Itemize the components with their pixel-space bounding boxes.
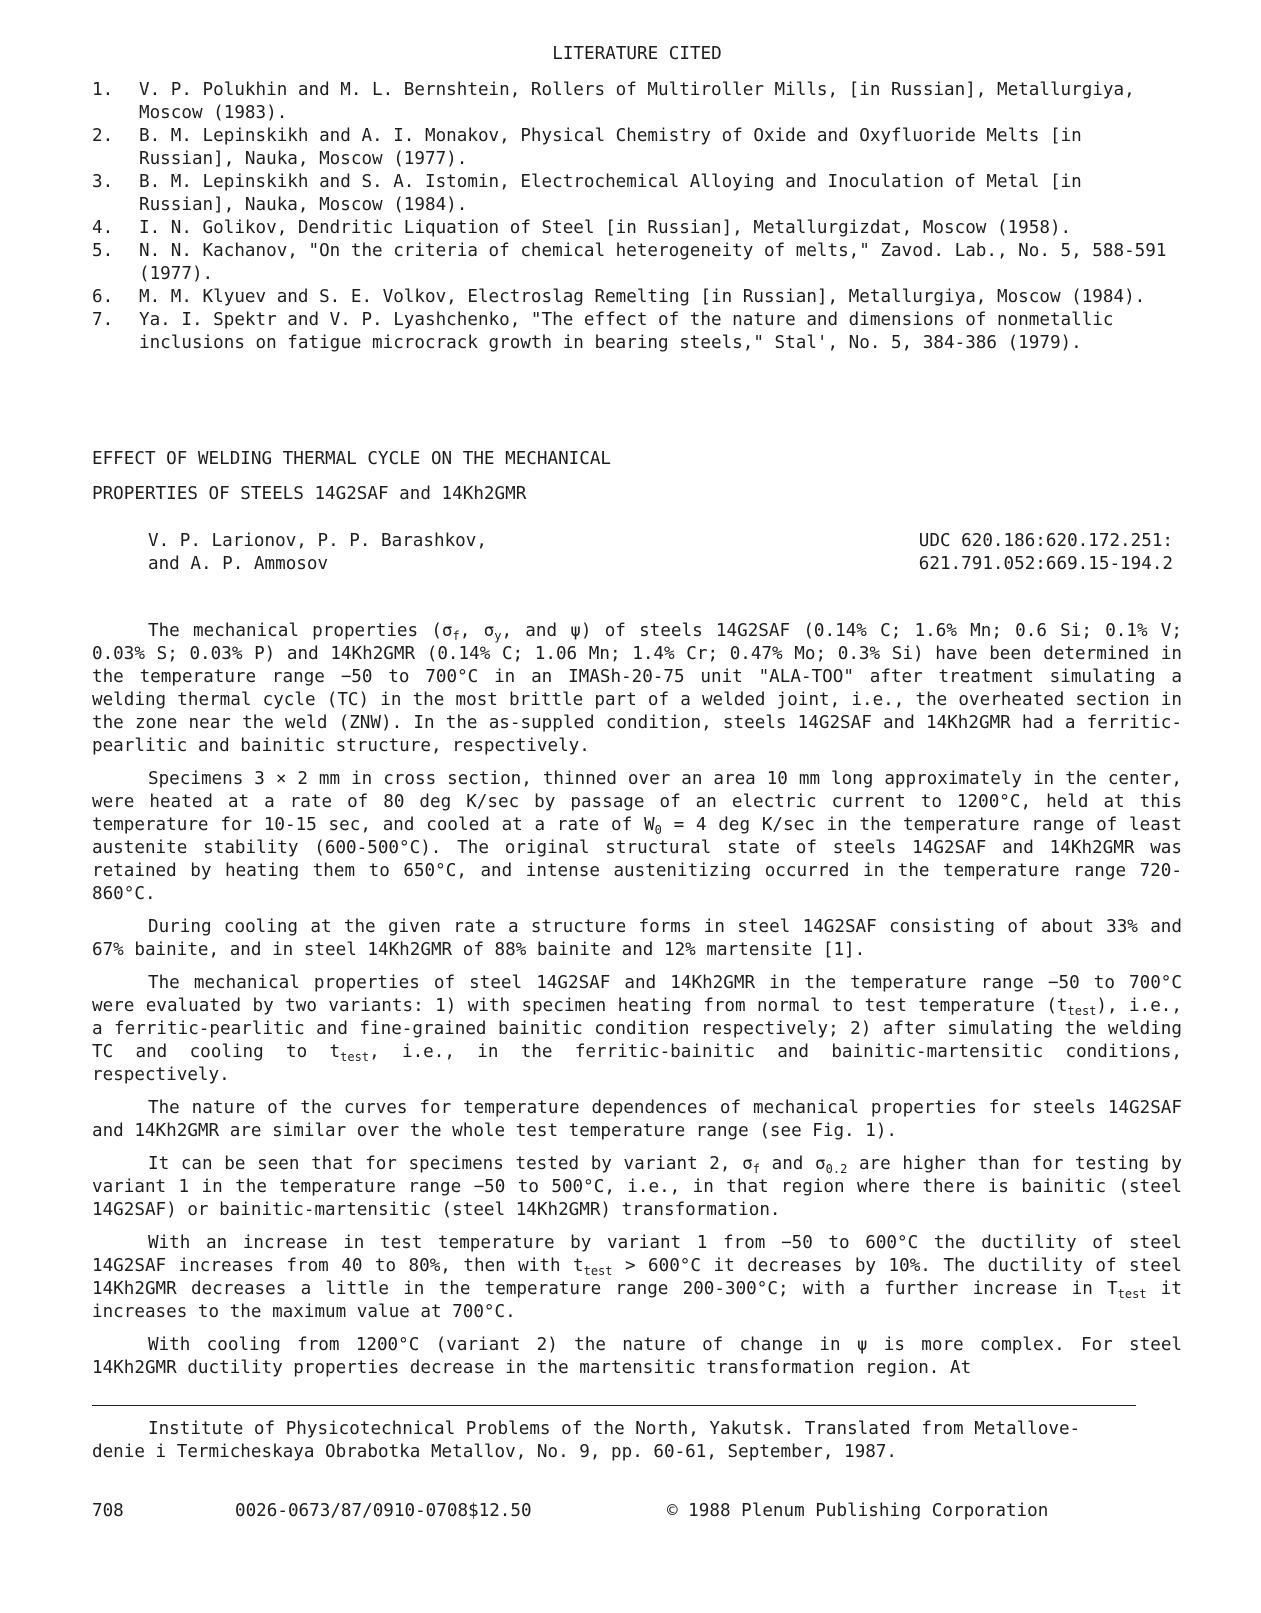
paragraph: With an increase in test temperature by variant 1 from −50 to 600°C the ductility of steel 14G2SAF increases from 40 to 80%, then with $t_{test} > 600^\circ C$ it decreases by 10%. The ductility of steel 14Kh2GMR decreases a little in the temperature range 200-300°C; with a further increase in $T_{test}$ it increases to the maximum value at 700°C. — [92, 1233, 1182, 1322]
reference-item: 3. B. M. Lepinskikh and S. A. Istomin, Electrochemical Alloying and Inoculation of Metal [in Russian], Nauka, Moscow (1984). — [92, 172, 1082, 215]
udc-code: UDC 620.186:620.172.251: 621.791.052:669.15-194.2 — [918, 531, 1173, 574]
paragraph: The mechanical properties of steel 14G2SAF and 14Kh2GMR in the temperature range −50 to 700°C were evaluated by two variants: 1) with specimen heating from normal to test temperature $(t_{test})$, i.e., a ferritic-pearlitic and fine-grained bainitic condition respectively; 2) after simulating the welding TC and cooling to $t_{test}$, i.e., in the ferritic-bainitic and bainitic-martensitic conditions, respectively. — [92, 973, 1182, 1085]
page-number: 708 — [92, 1501, 124, 1521]
footnote-divider — [92, 1405, 1136, 1406]
reference-item: 5. N. N. Kachanov, "On the criteria of chemical heterogeneity of melts," Zavod. Lab., No. 5, 588-591 (1977). — [92, 241, 1167, 284]
article-body — [92, 620, 1182, 1390]
paragraph: It can be seen that for specimens tested by variant 2, $\sigma_f$ and $\sigma_{0.2}$ are higher than for testing by variant 1 in the temperature range −50 to 500°C, i.e., in that region where there is bainitic (steel 14G2SAF) or bainitic-martensitic (steel 14Kh2GMR) transformation. — [92, 1154, 1182, 1220]
reference-item: 7. Ya. I. Spektr and V. P. Lyashchenko, "The effect of the nature and dimensions of nonmetallic inclusions on fatigue microcrack growth in bearing steels," Stal', No. 5, 384-386 (1979). — [92, 310, 1114, 353]
reference-item: 4. I. N. Golikov, Dendritic Liquation of Steel [in Russian], Metallurgizdat, Moscow (1958). — [92, 218, 1072, 238]
reference-list — [92, 79, 1182, 355]
paragraph: Specimens 3 × 2 mm in cross section, thinned over an area 10 mm long approximately in the center, were heated at a rate of 80 deg K/sec by passage of an electric current to 1200°C, held at this temperature for 10-15 sec, and cooled at a rate of $W_0 = 4$ deg K/sec in the temperature range of least austenite stability (600-500°C). The original structural state of steels 14G2SAF and 14Kh2GMR was retained by heating them to 650°C, and intense austenitizing occurred in the temperature range 720-860°C. — [92, 769, 1182, 904]
paragraph: The mechanical properties ($\sigma_f$, $\sigma_y$, and ψ) of steels 14G2SAF (0.14% C; 1.6% Mn; 0.6 Si; 0.1% V; 0.03% S; 0.03% P) and 14Kh2GMR (0.14% C; 1.06 Mn; 1.4% Cr; 0.47% Mo; 0.3% Si) have been determined in the temperature range −50 to 700°C in an IMASh-20-75 unit "ALA-TOO" after treatment simulating a welding thermal cycle (TC) in the most brittle part of a welded joint, i.e., the overheated section in the zone near the weld (ZNW). In the as-suppled condition, steels 14G2SAF and 14Kh2GMR had a ferritic-pearlitic and bainitic structure, respectively. — [92, 621, 1182, 756]
paragraph: During cooling at the given rate a structure forms in steel 14G2SAF consisting of about 33% and 67% bainite, and in steel 14Kh2GMR of 88% bainite and 12% martensite [1]. — [92, 917, 1182, 960]
paragraph: With cooling from 1200°C (variant 2) the nature of change in ψ is more complex. For steel 14Kh2GMR ductility properties decrease in the martensitic transformation region. At — [92, 1335, 1182, 1378]
article-title-line: PROPERTIES OF STEELS 14G2SAF and 14Kh2GMR — [92, 484, 527, 504]
paragraph: The nature of the curves for temperature dependences of mechanical properties for steels 14G2SAF and 14Kh2GMR are similar over the whole test temperature range (see Fig. 1). — [92, 1098, 1182, 1141]
reference-item: 6. M. M. Klyuev and S. E. Volkov, Electroslag Remelting [in Russian], Metallurgiya, Moscow (1984). — [92, 287, 1146, 307]
reference-item: 2. B. M. Lepinskikh and A. I. Monakov, Physical Chemistry of Oxide and Oxyfluoride Melts [in Russian], Nauka, Moscow (1977). — [92, 126, 1082, 169]
publication-code: 0026-0673/87/0910-0708$12.50 — [235, 1501, 532, 1521]
article-title-line: EFFECT OF WELDING THERMAL CYCLE ON THE MECHANICAL — [92, 449, 612, 469]
reference-item: 1. V. P. Polukhin and M. L. Bernshtein, Rollers of Multiroller Mills, [in Russian], Metallurgiya, Moscow (1983). — [92, 80, 1135, 123]
literature-heading: LITERATURE CITED — [552, 44, 722, 64]
article-authors: V. P. Larionov, P. P. Barashkov, and A. P. Ammosov — [148, 531, 487, 574]
footnote: Institute of Physicotechnical Problems of the North, Yakutsk. Translated from Metallove- denie i Termicheskaya Obrabotka Metallov, No. 9, pp. 60-61, September, 1987. — [92, 1419, 1081, 1462]
copyright-notice: © 1988 Plenum Publishing Corporation — [667, 1501, 1049, 1521]
article-title — [92, 442, 1182, 512]
